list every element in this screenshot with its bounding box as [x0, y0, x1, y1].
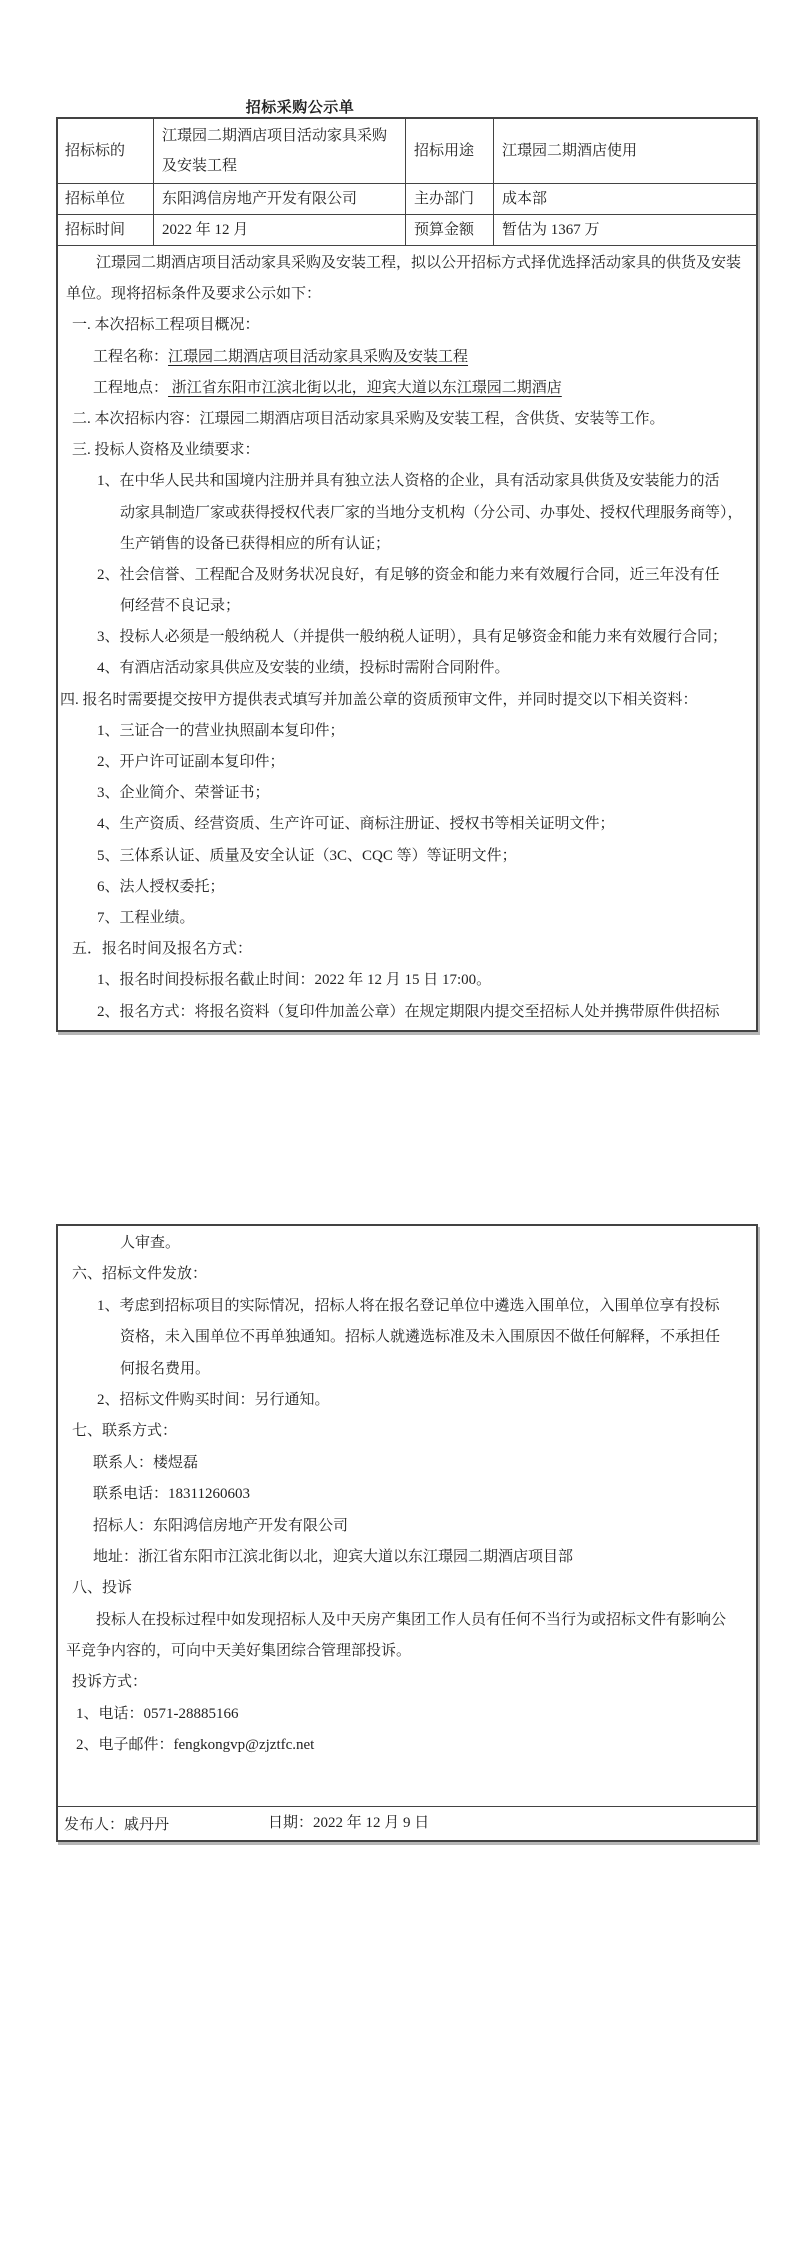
text-line: 联系电话：18311260603: [93, 1486, 250, 1503]
text-line: 2、电子邮件：fengkongvp@zjztfc.net: [76, 1737, 315, 1754]
text-line: 一. 本次招标工程项目概况：: [72, 317, 260, 334]
cell-value-time: 2022 年 12 月: [154, 215, 406, 246]
text-line: 2、招标文件购买时间：另行通知。: [97, 1391, 330, 1408]
text-line: 1、考虑到招标项目的实际情况，招标人将在报名登记单位中遴选入围单位，入围单位享有投标: [97, 1297, 720, 1314]
text-line: 3、企业简介、荣誉证书；: [97, 785, 270, 802]
publisher-label: 发布人：戚丹丹: [64, 1817, 170, 1833]
text-line: 平竞争内容的，可向中天美好集团综合管理部投诉。: [66, 1643, 412, 1660]
text-line: 动家具制造厂家或获得授权代表厂家的当地分支机构（分公司、办事处、授权代理服务商等），: [120, 504, 743, 521]
text-line: 4、生产资质、经营资质、生产许可证、商标注册证、授权书等相关证明文件；: [97, 816, 615, 833]
text-line: 四. 报名时需要提交按甲方提供表式填写并加盖公章的资质预审文件，并同时提交以下相关资料：: [60, 691, 698, 708]
cell-label-subject: 招标标的: [58, 119, 154, 184]
text-line: 3、投标人必须是一般纳税人（并提供一般纳税人证明），具有足够资金和能力来有效履行合同；: [97, 629, 728, 646]
cell-label-tenderer: 招标单位: [58, 184, 154, 215]
footer-row: [58, 1806, 756, 1840]
table-row: [58, 184, 756, 215]
text-line: 资格，未入围单位不再单独通知。招标人就遴选标准及未入围原因不做任何解释，不承担任: [120, 1329, 721, 1346]
text-line: 八、投诉: [72, 1580, 133, 1597]
text-line: 七、联系方式：: [72, 1423, 178, 1440]
announcement-body-page1: [58, 246, 756, 1030]
cell-value-department: 成本部: [494, 184, 756, 215]
text-line: 4、有酒店活动家具供应及安装的业绩，投标时需附合同附件。: [97, 660, 510, 677]
underlined-value: 江璟园二期酒店项目活动家具采购及安装工程: [168, 348, 469, 365]
text-line: [58, 373, 746, 404]
text-line: 7、工程业绩。: [97, 909, 195, 926]
page-title: 招标采购公示单: [245, 100, 355, 116]
text-line: 6、法人授权委托；: [97, 878, 225, 895]
text-line: 招标人：东阳鸿信房地产开发有限公司: [93, 1517, 349, 1534]
cell-label-purpose: 招标用途: [406, 119, 494, 184]
text-line: 六、招标文件发放：: [72, 1266, 208, 1283]
text-line: 联系人：楼煜磊: [93, 1454, 199, 1471]
text-line: 江璟园二期酒店项目活动家具采购及安装工程，拟以公开招标方式择优选择活动家具的供货及安装: [96, 255, 742, 271]
cell-value-budget: 暂估为 1367 万: [494, 215, 756, 246]
text-line: 2、报名方式：将报名资料（复印件加盖公章）在规定期限内提交至招标人处并携带原件供招标: [97, 1003, 720, 1020]
text-line: 何报名费用。: [120, 1360, 211, 1377]
text-line: 人审查。: [120, 1235, 181, 1251]
underlined-value: 浙江省东阳市江滨北街以北，迎宾大道以东江璟园二期酒店: [168, 379, 562, 396]
text-line: 1、电话：0571-28885166: [76, 1705, 239, 1722]
text-line: [58, 342, 746, 373]
text-line: 二. 本次招标内容：江璟园二期酒店项目活动家具采购及安装工程，含供货、安装等工作。: [72, 410, 665, 427]
text-line: 2、社会信誉、工程配合及财务状况良好，有足够的资金和能力来有效履行合同，近三年没有任: [97, 566, 720, 583]
cell-value-purpose: 江璟园二期酒店使用: [494, 119, 756, 184]
text-line: 生产销售的设备已获得相应的所有认证；: [120, 535, 391, 552]
line-prefix: 工程地点：: [93, 379, 169, 396]
text-line: 三. 投标人资格及业绩要求：: [72, 442, 260, 459]
text-line: 投标人在投标过程中如发现招标人及中天房产集团工作人员有任何不当行为或招标文件有影响公: [96, 1611, 727, 1628]
announcement-body-page2: [58, 1226, 756, 1806]
text-line: 何经营不良记录；: [120, 598, 241, 615]
text-line: 单位。现将招标条件及要求公示如下：: [66, 286, 322, 303]
table-row: [58, 119, 756, 184]
text-line: 五．报名时间及报名方式：: [72, 941, 253, 958]
publish-date-label: 日期：2022 年 12 月 9 日: [268, 1815, 430, 1831]
cell-label-department: 主办部门: [406, 184, 494, 215]
bid-announcement-table-page2: [56, 1224, 758, 1842]
table-row: [58, 215, 756, 246]
text-line: 5、三体系认证、质量及安全认证（3C、CQC 等）等证明文件；: [97, 847, 517, 864]
text-line: 1、报名时间投标报名截止时间：2022 年 12 月 15 日 17:00。: [97, 972, 492, 989]
cell-value-tenderer: 东阳鸿信房地产开发有限公司: [154, 184, 406, 215]
bid-announcement-table-page1: [56, 117, 758, 1032]
text-line: 1、三证合一的营业执照副本复印件；: [97, 722, 345, 739]
cell-label-time: 招标时间: [58, 215, 154, 246]
cell-label-budget: 预算金额: [406, 215, 494, 246]
line-prefix: 工程名称：: [93, 348, 169, 365]
text-line: 2、开户许可证副本复印件；: [97, 754, 285, 770]
text-line: 地址：浙江省东阳市江滨北街以北，迎宾大道以东江璟园二期酒店项目部: [93, 1548, 574, 1565]
text-line: 投诉方式：: [72, 1674, 148, 1691]
cell-value-subject: 江璟园二期酒店项目活动家具采购及安装工程: [154, 119, 406, 184]
text-line: 1、在中华人民共和国境内注册并具有独立法人资格的企业，具有活动家具供货及安装能力的活: [97, 473, 720, 490]
